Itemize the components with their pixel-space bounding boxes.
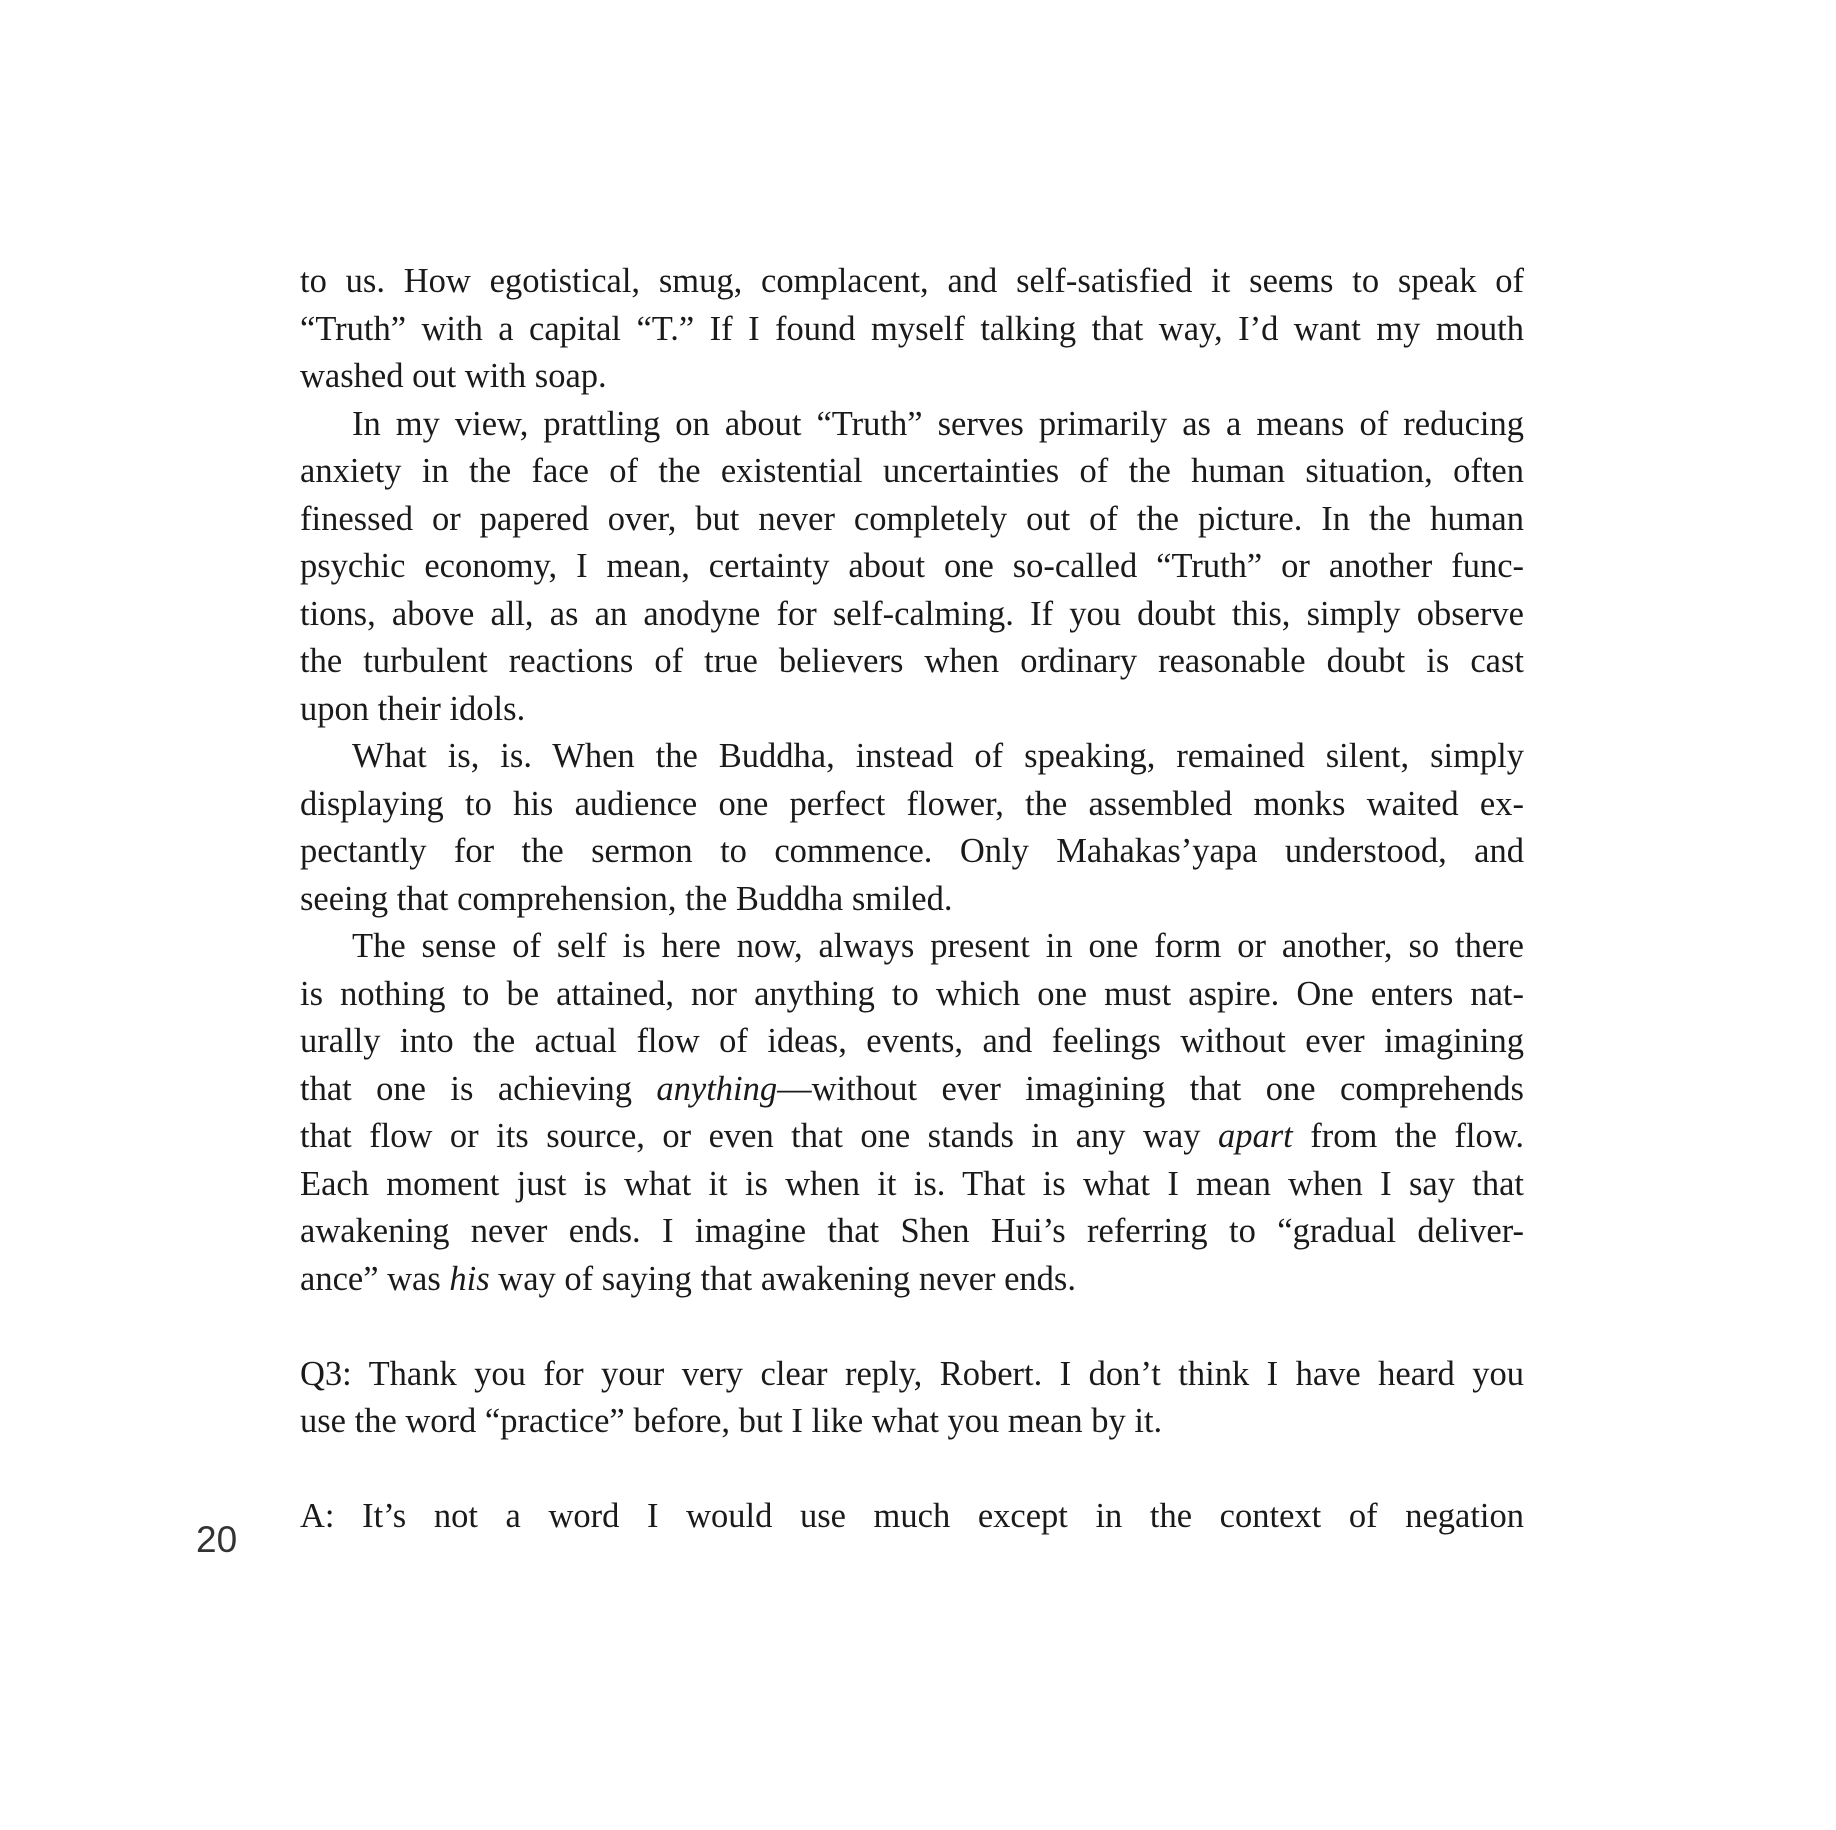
text-run: way of saying that awakening never ends. xyxy=(489,1259,1076,1298)
italic-emphasis: his xyxy=(449,1259,490,1298)
text-run: from the flow. xyxy=(1292,1117,1524,1155)
paragraph-sense-of-self xyxy=(300,923,1524,1303)
paragraph-truth-anxiety xyxy=(300,401,1524,734)
text-line: displaying to his audience one perfect flower, the assembled monks waited ex- xyxy=(300,784,1524,823)
page-number: 20 xyxy=(196,1519,238,1560)
text-line: Each moment just is what it is when it is. That is what I mean when I say that xyxy=(300,1164,1524,1203)
text-run: ance” was xyxy=(300,1259,450,1298)
text-line xyxy=(300,1113,1524,1161)
text-line: the turbulent reactions of true believers when ordinary reasonable doubt is cast xyxy=(300,642,1524,680)
text-line: “Truth” with a capital “T.” If I found myself talking that way, I’d want my mouth xyxy=(300,309,1524,348)
text-line: anxiety in the face of the existential uncertainties of the human situation, often xyxy=(300,452,1524,490)
text-line: What is, is. When the Buddha, instead of speaking, remained silent, simply xyxy=(352,737,1524,775)
italic-emphasis: anything xyxy=(656,1069,778,1108)
text-line: finessed or papered over, but never completely out of the picture. In the human xyxy=(300,499,1524,538)
text-line: is nothing to be attained, nor anything to which one must aspire. One enters nat- xyxy=(300,974,1524,1013)
text-line: use the word “practice” before, but I like what you mean by it. xyxy=(300,1402,1163,1440)
text-line xyxy=(300,1066,1524,1114)
paragraph-answer xyxy=(300,1493,1524,1541)
text-line: washed out with soap. xyxy=(300,357,607,395)
text-line: The sense of self is here now, always present in one form or another, so there xyxy=(352,927,1524,965)
text-line: upon their idols. xyxy=(300,689,526,728)
text-line xyxy=(300,1256,1524,1304)
paragraph-question-q3 xyxy=(300,1351,1524,1446)
text-line: pectantly for the sermon to commence. Only Mahakas’yapa understood, and xyxy=(300,832,1524,870)
text-line: Q3: Thank you for your very clear reply, Robert. I don’t think I have heard you xyxy=(300,1354,1524,1393)
text-line: urally into the actual flow of ideas, events, and feelings without ever imagining xyxy=(300,1022,1524,1060)
paragraph-continuation xyxy=(300,258,1524,401)
text-line: seeing that comprehension, the Buddha smiled. xyxy=(300,879,953,918)
text-run: —without ever imagining that one comprehends xyxy=(777,1069,1524,1108)
text-line: In my view, prattling on about “Truth” serves primarily as a means of reducing xyxy=(352,404,1524,443)
italic-emphasis: apart xyxy=(1217,1117,1293,1155)
text-line: psychic economy, I mean, certainty about one so-called “Truth” or another func- xyxy=(300,547,1524,585)
text-line: to us. How egotistical, smug, complacent, and self-satisfied it seems to speak of xyxy=(300,262,1524,300)
text-run: that flow or its source, or even that one stands in any way xyxy=(300,1117,1218,1155)
paragraph-buddha-flower xyxy=(300,733,1524,923)
text-line: tions, above all, as an anodyne for self-calming. If you doubt this, simply observe xyxy=(300,594,1524,633)
text-run: that one is achieving xyxy=(300,1069,657,1108)
text-line: A: It’s not a word I would use much except in the context of negation xyxy=(300,1497,1524,1535)
text-line: awakening never ends. I imagine that Shen Hui’s referring to “gradual deliver- xyxy=(300,1212,1524,1250)
body-text xyxy=(300,258,1524,1541)
